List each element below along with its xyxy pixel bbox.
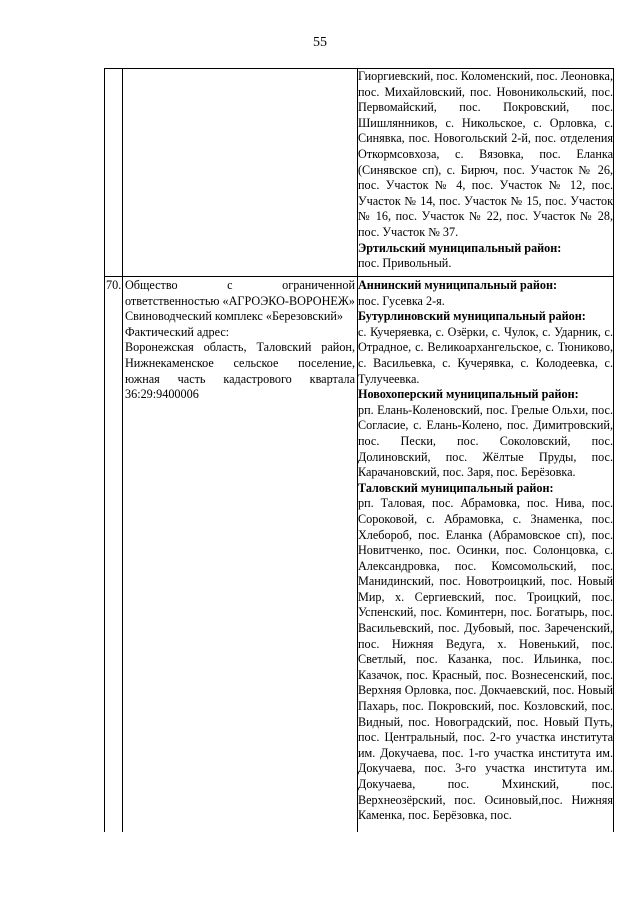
district-settlements: с. Кучеряевка, с. Озёрки, с. Чулок, с. Ударник, с. Отрадное, с. Великоархангельское, с. Тюниково, с. Васильевка, с. Кучерявка, с. Колодеевка, с. Тулучеевка. [358,324,613,386]
affected-settlements-cell [358,278,613,824]
district-settlements: рп. Таловая, пос. Абрамовка, пос. Нива, пос. Сороковой, с. Абрамовка, с. Знаменка, пос. Хлебороб, пос. Еланка (Абрамовское сп), пос. Новитченко, пос. Осинки, пос. Солонцовка, с. Александровка, пос. Комсомольский, пос. Манидинский, пос. Новотроицкий, пос. Новый Мир, х. Сергиевский, пос. Троицкий, пос. Успенский, пос. Коминтерн, пос. Богатырь, пос. Васильевский, пос. Дубовый, пос. Зареченский, пос. Нижняя Ведуга, х. Новенький, пос. Светлый, пос. Казанка, пос. Ильинка, пос. Казачок, пос. Красный, пос. Вознесенский, пос. Верхняя Орловка, пос. Докчаевский, пос. Новый Пахарь, пос. Покровский, пос. Козловский, пос. Видный, пос. Новоградский, пос. Новый Путь, пос. Центральный, пос. 2-го участка института им. Докучаева, пос. 1-го участка института им. Докучаева, пос. 3-го участка института им. Докучаева, пос. Мхинский, пос. Верхнеозёрский, пос. Осиновый,пос. Нижняя Каменка, пос. Берёзовка, пос. [358,496,613,823]
district-settlements: рп. Елань-Коленовский, пос. Грелые Ольхи, пос. Согласие, с. Елань-Колено, пос. Димитровский, пос. Пески, пос. Соколовский, пос. Долиновский, пос. Жёлтые Пруды, пос. Карачановский, пос. Заря, пос. Берёзовка. [358,402,613,480]
organization-name: Общество с ограниченной ответственностью «АГРОЭКО-ВОРОНЕЖ» [125,278,355,308]
row-number: 70. [106,278,122,292]
district-heading: Бутурлиновский муниципальный район: [358,309,586,324]
district-settlements: пос. Привольный. [358,256,452,271]
address-text: Воронежская область, Таловский район, Нижнекаменское сельское поселение, южная часть кадастрового квартала 36:29:9400006 [125,340,355,402]
enterprise-description [125,278,355,403]
page-number: 55 [313,35,327,50]
district-heading: Новохоперский муниципальный район: [358,387,579,402]
district-heading: Эртильский муниципальный район: [358,240,562,255]
district-heading: Таловский муниципальный район: [358,480,554,495]
continuation-cell [358,69,613,272]
address-label: Фактический адрес: [125,324,230,339]
table-column-divider [122,69,123,832]
text-line: Гиоргиевский, пос. Коломенский, пос. Леоновка, пос. Михайловский, пос. Новоникольский, пос. Первомайский, пос. Покровский, пос. Шишлянников, с. Никольское, с. Орловка, с. Синявка, пос. Новогольский 2-й, пос. отделения Откормсовхоза, с. Вязовка, пос. Еланка (Синявское сп), с. Бирюч, пос. Участок № 26, пос. Участок № 4, пос. Участок № 12, пос. Участок № 14, пос. Участок № 15, пос. Участок № 16, пос. Участок № 22, пос. Участок № 28, пос. Участок № 37. [358,69,613,239]
district-heading: Аннинский муниципальный район: [358,278,558,292]
facility-name: Свиноводческий комплекс «Березовский» [125,309,344,324]
district-settlements: пос. Гусевка 2-я. [358,293,445,308]
settlements-table [104,68,614,832]
table-row-divider [105,276,613,277]
continuation-settlements [358,69,613,241]
